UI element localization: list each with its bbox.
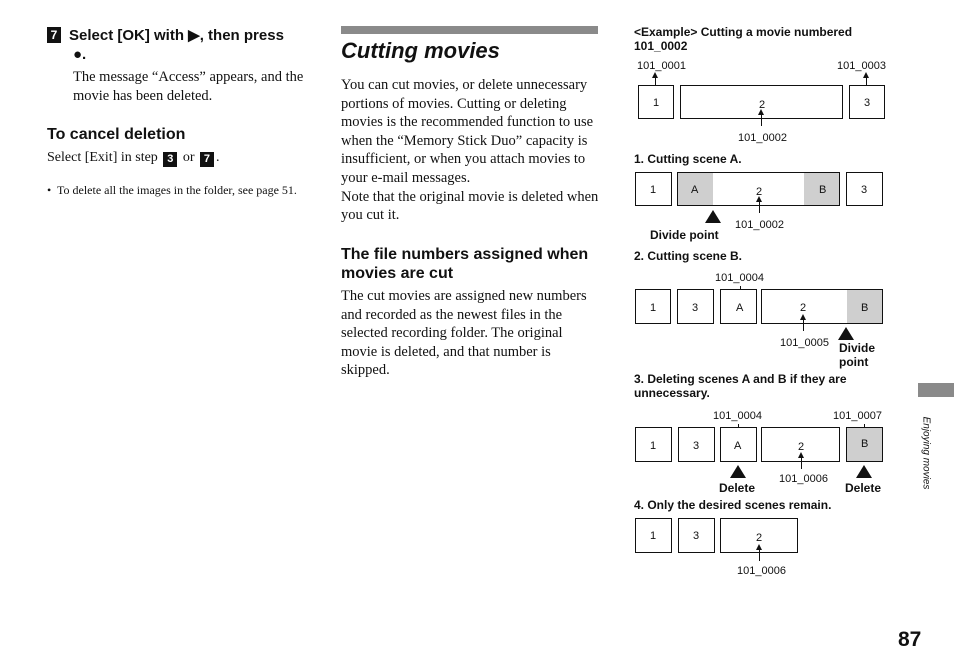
delete-marker	[856, 465, 872, 478]
note-bullet	[47, 183, 302, 198]
clip-box: 1	[635, 289, 671, 324]
label-101-0001: 101_0001	[637, 60, 686, 72]
label-101-0003: 101_0003	[837, 60, 886, 72]
step-3-badge: 3	[163, 152, 177, 167]
cancel-text-pre: Select [Exit] in step	[47, 150, 158, 165]
divide-point-marker	[838, 327, 854, 340]
step-line-1: Select [OK] with ▶, then press	[69, 27, 284, 44]
clip-box: 2 B	[761, 289, 883, 324]
clip-box: A 2 B	[677, 172, 840, 206]
clip-box: 2	[720, 518, 798, 553]
file-numbers-heading: The file numbers assigned when movies are cut	[341, 246, 589, 282]
clip-box: 3	[677, 289, 714, 324]
intro-note: Note that the original movie is deleted when you cut it.	[341, 188, 599, 224]
clip-box: 3	[678, 427, 715, 462]
page-title: Cutting movies	[341, 38, 500, 63]
step1-caption: 1. Cutting scene A.	[634, 152, 742, 166]
cancel-deletion-text	[47, 150, 219, 167]
label-101-0006: 101_0006	[779, 473, 828, 485]
clip-box: 1	[635, 518, 672, 553]
clip-box-shaded: B	[846, 427, 883, 462]
bullet-mark: •	[47, 183, 52, 197]
label-101-0004: 101_0004	[715, 272, 764, 284]
cancel-deletion-heading: To cancel deletion	[47, 126, 186, 143]
clip-box: 1	[635, 172, 672, 206]
delete-marker	[730, 465, 746, 478]
label-101-0004: 101_0004	[713, 410, 762, 422]
side-tab-bar	[918, 383, 954, 397]
step-line-2: ●.	[73, 46, 87, 63]
page-number: 87	[898, 628, 922, 651]
clip-box: 2	[680, 85, 843, 119]
label-101-0005: 101_0005	[780, 337, 829, 349]
arrow-up-head	[758, 109, 764, 115]
step4-caption: 4. Only the desired scenes remain.	[634, 498, 832, 512]
label-101-0007: 101_0007	[833, 410, 882, 422]
divide-point-label: Divide point	[839, 341, 876, 369]
arrow-up-head	[798, 452, 804, 458]
arrow-up-head	[756, 544, 762, 550]
intro-paragraph	[341, 76, 599, 225]
clip-box: 3	[678, 518, 715, 553]
step3-caption: 3. Deleting scenes A and B if they are unnecessary.	[634, 372, 847, 400]
clip-box: 2	[761, 427, 840, 462]
step-7-heading	[47, 26, 307, 64]
cancel-text-mid: or	[182, 150, 195, 165]
divide-point-marker	[705, 210, 721, 223]
arrow-up-head	[652, 72, 658, 78]
clip-box: 3	[849, 85, 885, 119]
label-101-0002: 101_0002	[738, 132, 787, 144]
delete-label-a: Delete	[719, 481, 756, 495]
clip-box: 3	[846, 172, 883, 206]
file-numbers-paragraph: The cut movies are assigned new numbers and recorded as the newest files in the selected recording folder. The original movie is deleted, and that number is skipped.	[341, 288, 587, 379]
step2-caption: 2. Cutting scene B.	[634, 249, 743, 263]
side-tab-label: Enjoying movies	[920, 416, 932, 489]
clip-box: A	[720, 289, 757, 324]
step-7-badge: 7	[200, 152, 214, 167]
label-101-0002: 101_0002	[735, 219, 784, 231]
intro-text: You can cut movies, or delete unnecessary portions of movies. Cutting or deleting movies is the recommended function to use when the “Memory Stick Duo” capacity is insufficient, or when you attach movies to your e-mail messages.	[341, 77, 594, 186]
clip-box: 1	[638, 85, 674, 119]
step-7-body: The message “Access” appears, and the movie has been deleted.	[73, 69, 304, 104]
example-heading: <Example> Cutting a movie numbered 101_0002	[634, 25, 853, 53]
arrow-up-head	[800, 314, 806, 320]
label-101-0006: 101_0006	[737, 565, 786, 577]
step-number-badge: 7	[47, 27, 61, 43]
divide-point-label: Divide point	[650, 228, 719, 242]
arrow-up-head	[756, 196, 762, 202]
section-bar	[341, 26, 598, 34]
arrow-up-head	[863, 72, 869, 78]
bullet-text: To delete all the images in the folder, see page 51.	[57, 183, 297, 197]
cancel-text-post: .	[215, 150, 220, 165]
clip-box: A	[720, 427, 757, 462]
clip-box: 1	[635, 427, 672, 462]
delete-label-b: Delete	[845, 481, 882, 495]
